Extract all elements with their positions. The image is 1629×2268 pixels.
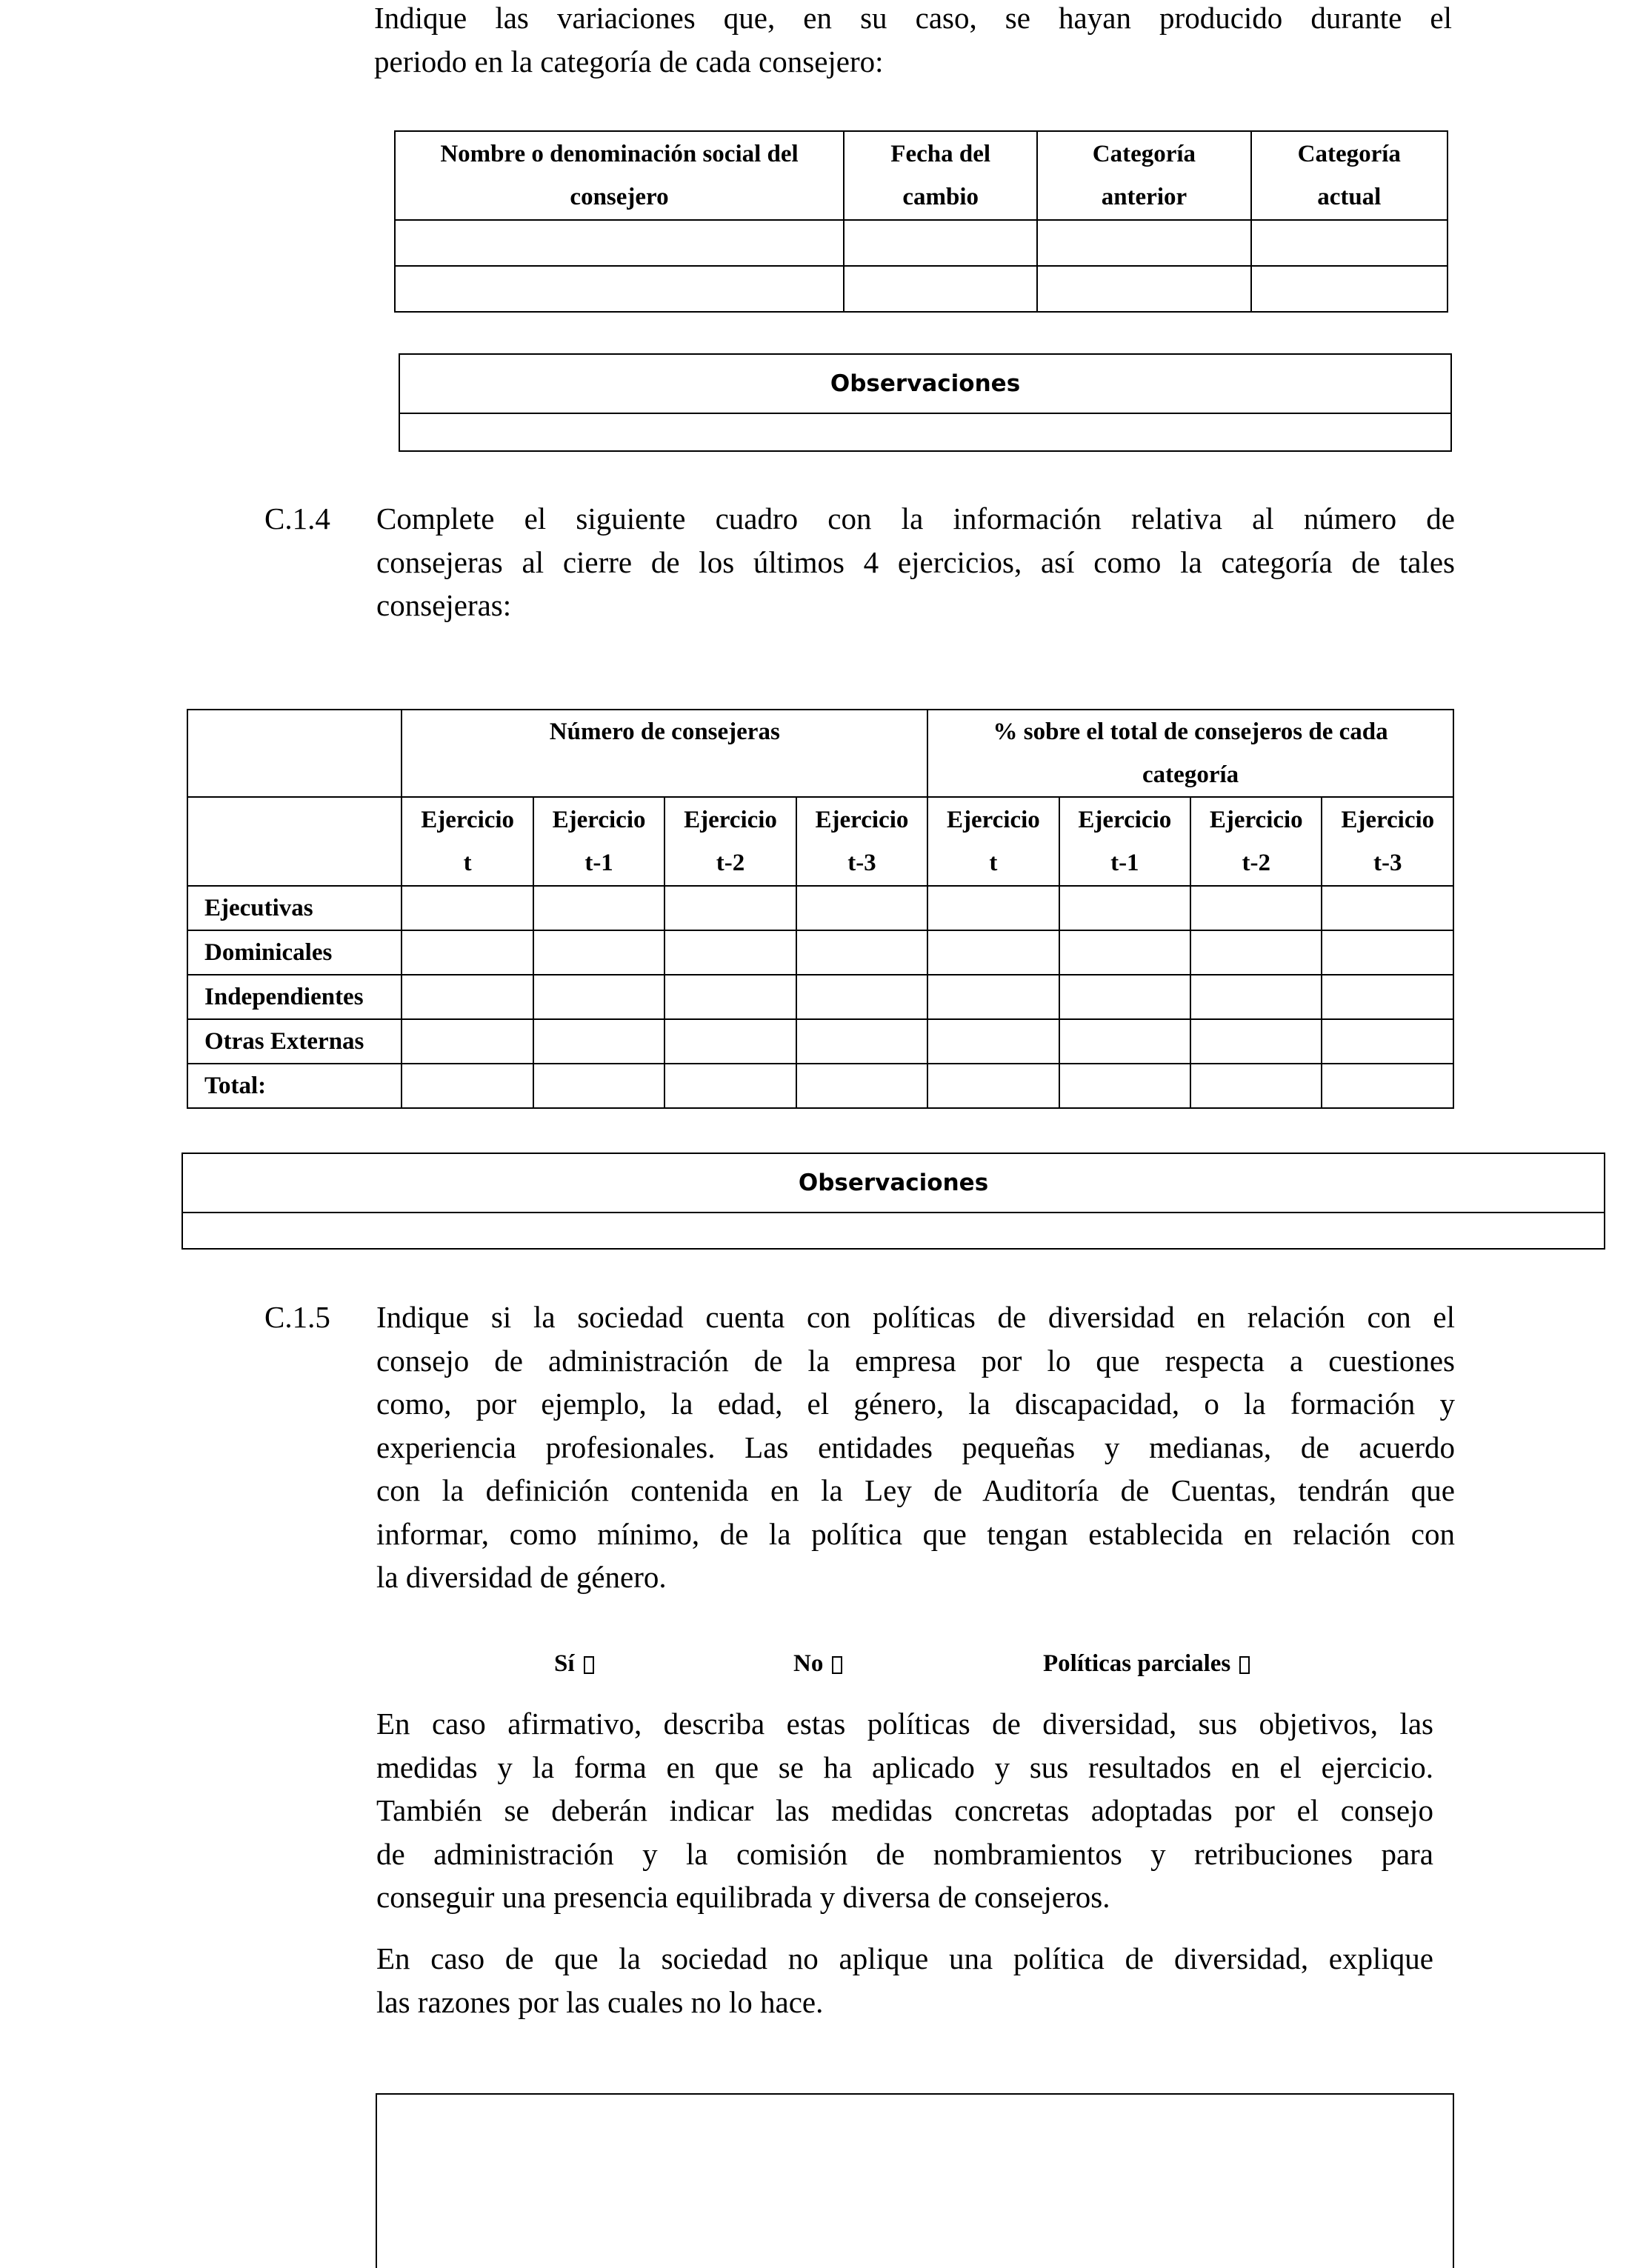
table-cell[interactable] [927,886,1059,930]
table-cell[interactable] [1251,266,1448,312]
table-cell[interactable] [1190,930,1322,975]
row-label: Total: [187,1064,402,1108]
para-line: En caso afirmativo, describa estas políticas de diversidad, sus objetivos, las [376,1707,1433,1741]
section-number: C.1.5 [264,1300,330,1334]
table-cell[interactable] [1037,220,1250,266]
header-percentage: % sobre el total de consejeros de cada categoría [927,710,1453,797]
c15-line: la diversidad de género. [376,1560,667,1594]
header-empty [187,797,402,886]
table-cell[interactable] [533,1064,664,1108]
category-changes-table [394,130,1448,313]
para-line: medidas y la forma en que se ha aplicado y sus resultados en el ejercicio. [376,1750,1433,1784]
table-cell[interactable] [1037,266,1250,312]
c15-affirmative-paragraph [376,1702,1433,1919]
table-cell[interactable] [927,1064,1059,1108]
intro-line: periodo en la categoría de cada consejero: [374,44,884,79]
subheader-year: Ejercicio t [402,797,533,886]
table-cell[interactable] [1059,930,1190,975]
table-cell[interactable] [664,1064,796,1108]
observations-field[interactable] [400,414,1450,450]
table-cell[interactable] [1059,1064,1190,1108]
table-cell[interactable] [533,886,664,930]
subheader-year: Ejercicio t-1 [1059,797,1190,886]
table-cell[interactable] [1322,975,1453,1019]
table-cell[interactable] [1190,1064,1322,1108]
table-cell[interactable] [402,975,533,1019]
female-directors-table [187,709,1454,1109]
table-cell[interactable] [533,975,664,1019]
table-cell[interactable] [1190,975,1322,1019]
checkbox-icon[interactable] [584,1656,594,1674]
table-cell[interactable] [664,886,796,930]
option-no[interactable] [793,1650,842,1678]
table-cell[interactable] [1190,886,1322,930]
table-cell[interactable] [927,975,1059,1019]
para-line: En caso de que la sociedad no aplique una política de diversidad, explique [376,1941,1433,1975]
table-cell[interactable] [664,975,796,1019]
table-cell[interactable] [844,220,1037,266]
header-empty [187,710,402,797]
c15-paragraph [376,1295,1455,1599]
header-date: Fecha del cambio [844,131,1037,220]
table-cell[interactable] [533,930,664,975]
checkbox-icon[interactable] [1239,1656,1250,1674]
checkbox-icon[interactable] [832,1656,842,1674]
table-cell[interactable] [1322,930,1453,975]
table-cell[interactable] [1059,886,1190,930]
option-label: Sí [554,1650,575,1677]
subheader-year: Ejercicio t-2 [1190,797,1322,886]
table-cell[interactable] [796,1064,927,1108]
c14-line: Complete el siguiente cuadro con la información relativa al número de [376,501,1455,536]
option-partial[interactable] [1043,1650,1250,1678]
para-line: las razones por las cuales no lo hace. [376,1984,824,2019]
table-cell[interactable] [796,886,927,930]
row-label: Independientes [187,975,402,1019]
table-cell[interactable] [796,1019,927,1064]
observations-title: Observaciones [400,355,1450,414]
observations-box [399,353,1452,452]
row-label: Ejecutivas [187,886,402,930]
c15-line: Indique si la sociedad cuenta con políticas de diversidad en relación con el [376,1300,1455,1334]
c15-negative-paragraph [376,1937,1433,2024]
para-line: conseguir una presencia equilibrada y diversa de consejeros. [376,1880,1110,1914]
subheader-year: Ejercicio t-3 [796,797,927,886]
table-cell[interactable] [844,266,1037,312]
observations-title: Observaciones [183,1154,1604,1213]
table-cell[interactable] [402,886,533,930]
table-cell[interactable] [402,930,533,975]
para-line: También se deberán indicar las medidas concretas adoptadas por el consejo [376,1793,1433,1827]
table-cell[interactable] [402,1064,533,1108]
header-number-female-directors: Número de consejeras [402,710,927,797]
section-number: C.1.4 [264,501,330,536]
table-cell[interactable] [395,266,844,312]
answer-box[interactable] [376,2093,1454,2268]
header-previous-category: Categoría anterior [1037,131,1250,220]
c15-line: como, por ejemplo, la edad, el género, la discapacidad, o la formación y [376,1387,1455,1421]
c14-line: consejeras al cierre de los últimos 4 ejercicios, así como la categoría de tales [376,544,1455,579]
table-cell[interactable] [1322,1019,1453,1064]
c15-line: con la definición contenida en la Ley de Auditoría de Cuentas, tendrán que [376,1473,1455,1507]
table-cell[interactable] [402,1019,533,1064]
table-cell[interactable] [1059,1019,1190,1064]
table-cell[interactable] [1322,886,1453,930]
c14-paragraph [376,497,1455,627]
table-cell[interactable] [1059,975,1190,1019]
table-cell[interactable] [1251,220,1448,266]
row-label: Otras Externas [187,1019,402,1064]
para-line: de administración y la comisión de nombramientos y retribuciones para [376,1836,1433,1871]
subheader-year: Ejercicio t-1 [533,797,664,886]
table-cell[interactable] [664,930,796,975]
table-cell[interactable] [395,220,844,266]
c15-line: experiencia profesionales. Las entidades pequeñas y medianas, de acuerdo [376,1430,1455,1464]
subheader-year: Ejercicio t-3 [1322,797,1453,886]
observations-box [181,1153,1605,1250]
table-cell[interactable] [1322,1064,1453,1108]
table-cell[interactable] [796,975,927,1019]
observations-field[interactable] [183,1213,1604,1248]
option-label: No [793,1650,824,1677]
table-cell[interactable] [927,930,1059,975]
row-label: Dominicales [187,930,402,975]
table-cell[interactable] [796,930,927,975]
intro-paragraph [374,0,1452,83]
table-cell[interactable] [927,1019,1059,1064]
option-label: Políticas parciales [1043,1650,1231,1677]
subheader-year: Ejercicio t [927,797,1059,886]
intro-line: Indique las variaciones que, en su caso, se hayan producido durante el [374,1,1452,35]
option-si[interactable] [554,1650,594,1678]
c14-line: consejeras: [376,588,512,622]
table-cell[interactable] [1190,1019,1322,1064]
subheader-year: Ejercicio t-2 [664,797,796,886]
c15-line: informar, como mínimo, de la política que tengan establecida en relación con [376,1516,1455,1551]
c15-line: consejo de administración de la empresa por lo que respecta a cuestiones [376,1343,1455,1378]
table-cell[interactable] [533,1019,664,1064]
header-current-category: Categoría actual [1251,131,1448,220]
header-name: Nombre o denominación social del consejero [395,131,844,220]
table-cell[interactable] [664,1019,796,1064]
